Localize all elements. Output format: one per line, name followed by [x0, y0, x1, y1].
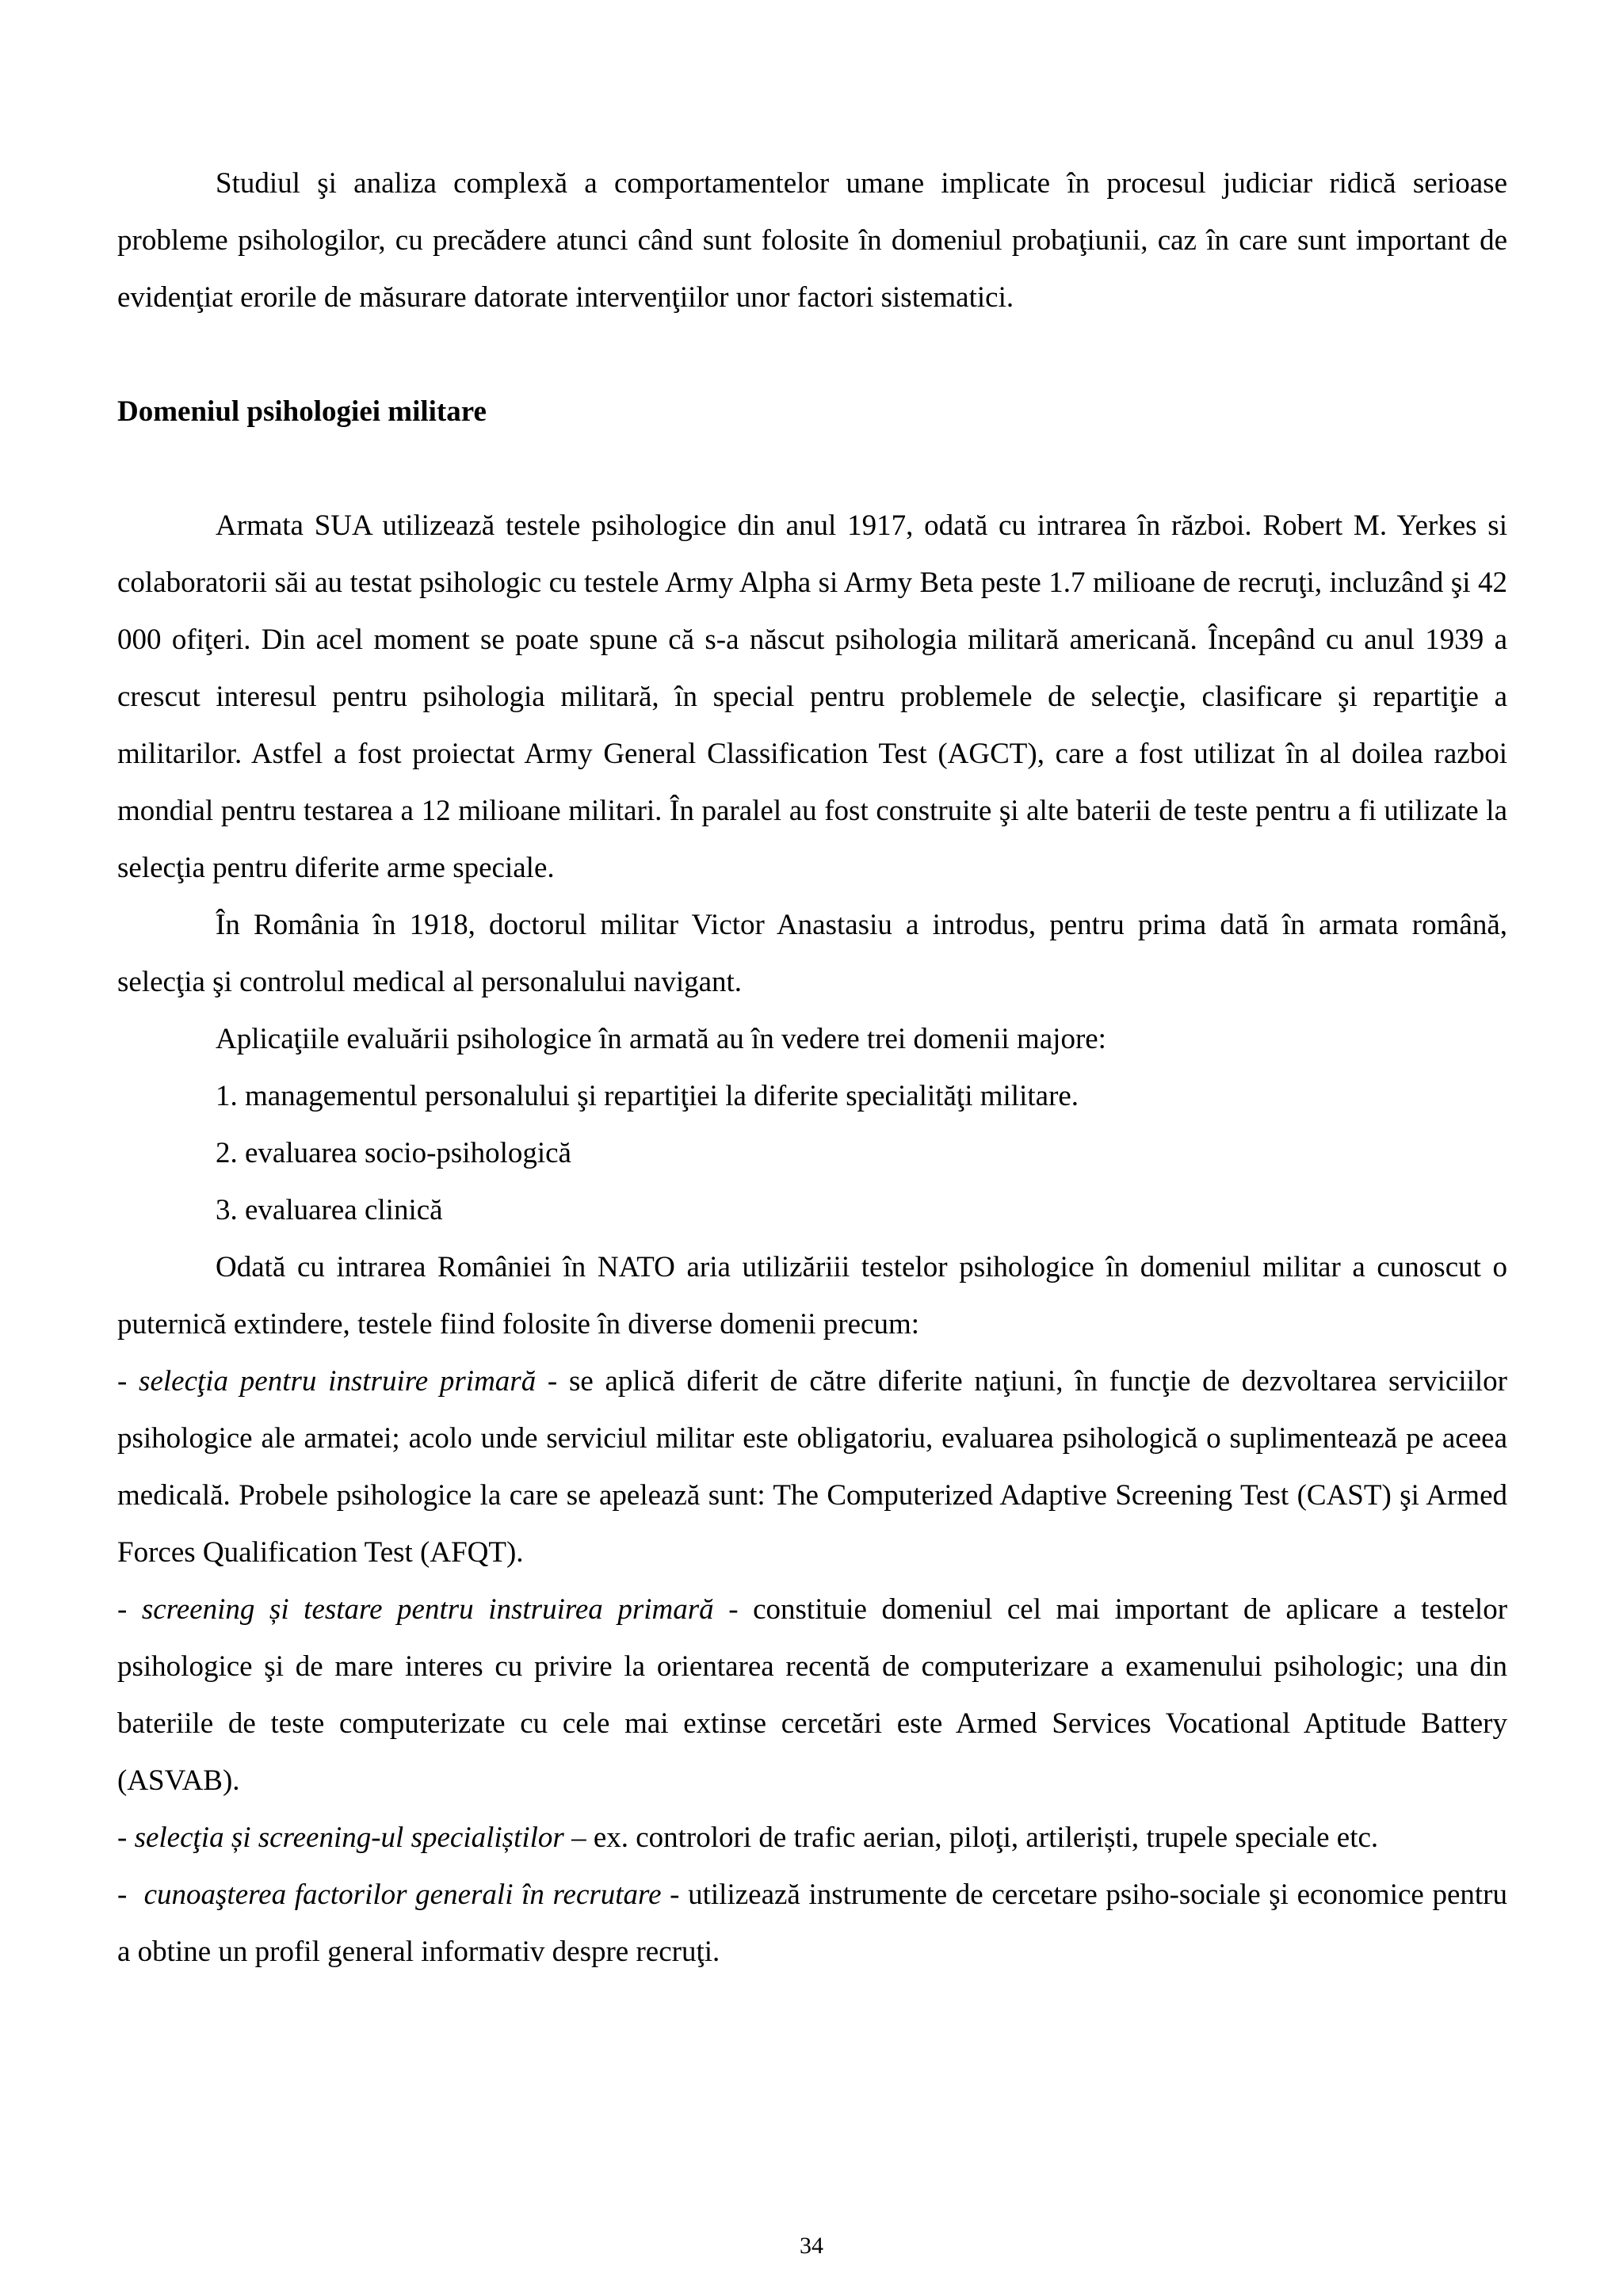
bullet-term: cunoaşterea factorilor generali în recrutare — [143, 1878, 662, 1911]
bullet-term: screening și testare pentru instruirea primară — [141, 1593, 714, 1626]
paragraph-nato: Odată cu intrarea României în NATO aria utilizăriii testelor psihologice în domeniul militar a cunoscut o puternică extindere, testele fiind folosite în diverse domenii precum: — [117, 1251, 1507, 1341]
bullet-item — [117, 1810, 1507, 1867]
bullet-item — [117, 1353, 1507, 1581]
list-item: 3. evaluarea clinică — [216, 1194, 443, 1226]
bullet-term: selecţia și screening-ul specialiștilor — [134, 1821, 564, 1854]
list-item: 2. evaluarea socio-psihologică — [216, 1137, 571, 1169]
bullet-item — [117, 1867, 1507, 1981]
list-item: 1. managementul personalului şi repartiţiei la diferite specialităţi militare. — [216, 1080, 1079, 1112]
bullet-prefix: - — [117, 1878, 144, 1911]
bullet-text: – ex. controlori de trafic aerian, piloţi, artileriști, trupele speciale etc. — [563, 1821, 1379, 1854]
section-heading: Domeniul psihologiei militare — [117, 395, 487, 428]
document-body — [117, 155, 1507, 1981]
bullet-text: - utilizează instrumente de cercetare psiho-sociale şi economice pentru a obtine un profil general informativ despre recruţi. — [117, 1878, 1507, 1968]
paragraph-applications: Aplicaţiile evaluării psihologice în armată au în vedere trei domenii majore: — [216, 1023, 1106, 1055]
bullet-term: selecţia pentru instruire primară — [139, 1365, 537, 1398]
paragraph-usa: Armata SUA utilizează testele psihologice din anul 1917, odată cu intrarea în război. Robert M. Yerkes si colaboratorii săi au testat psihologic cu testele Army Alpha si Army Beta peste 1.7 milioane de recruţi, incluzând şi 42 000 ofiţeri. Din acel moment se poate spune că s-a născut psihologia militară americană. Începând cu anul 1939 a crescut interesul pentru psihologia militară, în special pentru problemele de selecţie, clasificare şi repartiţie a militarilor. Astfel a fost proiectat Army General Classification Test (AGCT), care a fost utilizat în al doilea razboi mondial pentru testarea a 12 milioane militari. În paralel au fost construite şi alte baterii de teste pentru a fi utilizate la selecţia pentru diferite arme speciale. — [117, 509, 1507, 884]
bullet-item — [117, 1581, 1507, 1810]
page-number: 34 — [800, 2233, 823, 2259]
intro-paragraph: Studiul şi analiza complexă a comportamentelor umane implicate în procesul judiciar ridică serioase probleme psihologilor, cu precădere atunci când sunt folosite în domeniul probaţiunii, caz în care sunt important de evidenţiat erorile de măsurare datorate intervenţiilor unor factori sistematici. — [117, 167, 1507, 314]
bullet-prefix: - — [117, 1593, 142, 1626]
bullet-prefix: - — [117, 1821, 135, 1854]
paragraph-romania: În România în 1918, doctorul militar Victor Anastasiu a introdus, pentru prima dată în armata română, selecţia şi controlul medical al personalului navigant. — [117, 909, 1507, 998]
bullet-text: - constituie domeniul cel mai important de aplicare a testelor psihologice şi de mare interes cu privire la orientarea recentă de computerizare a examenului psihologic; una din bateriile de teste computerizate cu cele mai extinse cercetări este Armed Services Vocational Aptitude Battery (ASVAB). — [117, 1593, 1508, 1797]
bullet-text: - se aplică diferit de către diferite naţiuni, în funcţie de dezvoltarea serviciilor psihologice ale armatei; acolo unde serviciul militar este obligatoriu, evaluarea psihologică o suplimentează pe aceea medicală. Probele psihologice la care se apelează sunt: The Computerized Adaptive Screening Test (CAST) şi Armed Forces Qualification Test (AFQT). — [117, 1365, 1507, 1569]
bullet-prefix: - — [117, 1365, 139, 1398]
